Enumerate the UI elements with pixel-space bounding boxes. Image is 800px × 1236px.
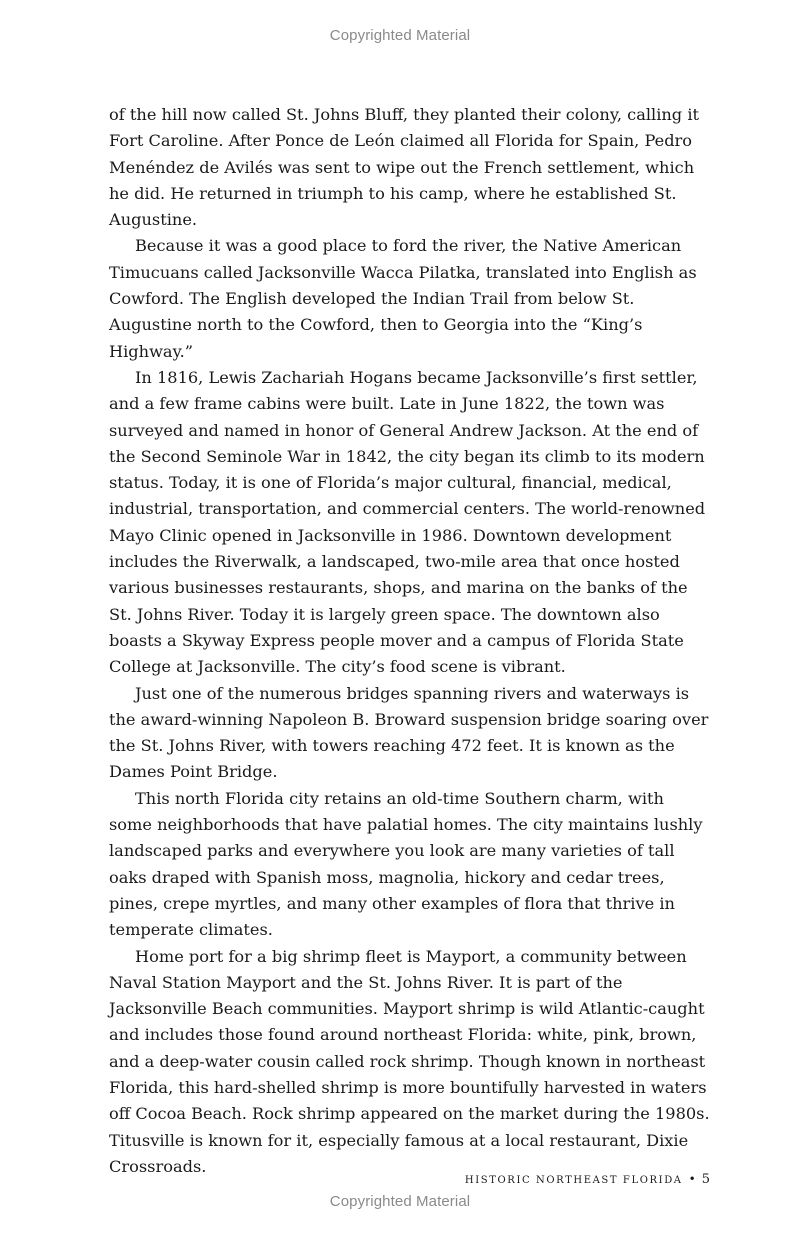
copyright-watermark-top: Copyrighted Material [329, 27, 471, 44]
paragraph: In 1816, Lewis Zachariah Hogans became Jacksonville’s first settler, and a few frame cabins were built. Late in June 1822, the town was surveyed and named in honor of General Andrew Jackson. At the end of the Second Seminole War in 1842, the city began its climb to its modern status. Today, it is one of Florida’s major cultural, financial, medical, industrial, transportation, and commercial centers. The world-renowned Mayo Clinic opened in Jacksonville in 1986. Downtown development includes the Riverwalk, a landscaped, two-mile area that once hosted various businesses restaurants, shops, and marina on the banks of the St. Johns River. Today it is largely green space. The downtown also boasts a Skyway Express people mover and a campus of Florida State College at Jacksonville. The city’s food scene is vibrant. [109, 367, 706, 677]
running-footer [465, 1172, 710, 1187]
paragraph: Home port for a big shrimp fleet is Mayport, a community between Naval Station Mayport and the St. Johns River. It is part of the Jacksonville Beach communities. Mayport shrimp is wild Atlantic-caught and includes those found around northeast Florida: white, pink, brown, and a deep-water cousin called rock shrimp. Though known in northeast Florida, this hard-shelled shrimp is more bountifully harvested in waters off Cocoa Beach. Rock shrimp appeared on the market during the 1980s. Titusville is known for it, especially famous at a local restaurant, Dixie Crossroads. [109, 946, 710, 1176]
running-footer-title: HISTORIC NORTHEAST FLORIDA [464, 1175, 683, 1186]
paragraph: of the hill now called St. Johns Bluff, they planted their colony, calling it Fort Caroline. After Ponce de León claimed all Florida for Spain, Pedro Menéndez de Avilés was sent to wipe out the French settlement, which he did. He returned in triumph to his camp, where he established St. Augustine. [109, 105, 699, 230]
paragraph: Because it was a good place to ford the river, the Native American Timucuans called Jacksonville Wacca Pilatka, translated into English as Cowford. The English developed the Indian Trail from below St. Augustine north to the Cowford, then to Georgia into the “King’s Highway.” [109, 236, 697, 361]
body-text [109, 102, 711, 1180]
paragraph: Just one of the numerous bridges spanning rivers and waterways is the award-winning Napoleon B. Broward suspension bridge soaring over the St. Johns River, with towers reaching 472 feet. It is known as the Dames Point Bridge. [109, 683, 709, 782]
paragraph: This north Florida city retains an old-time Southern charm, with some neighborhoods that have palatial homes. The city maintains lushly landscaped parks and everywhere you look are many varieties of tall oaks draped with Spanish moss, magnolia, hickory and cedar trees, pines, crepe myrtles, and many other examples of flora that thrive in temperate climates. [109, 788, 703, 940]
copyright-watermark-bottom: Copyrighted Material [329, 1193, 471, 1210]
page-number: 5 [701, 1172, 710, 1187]
footer-separator: • [688, 1172, 696, 1186]
